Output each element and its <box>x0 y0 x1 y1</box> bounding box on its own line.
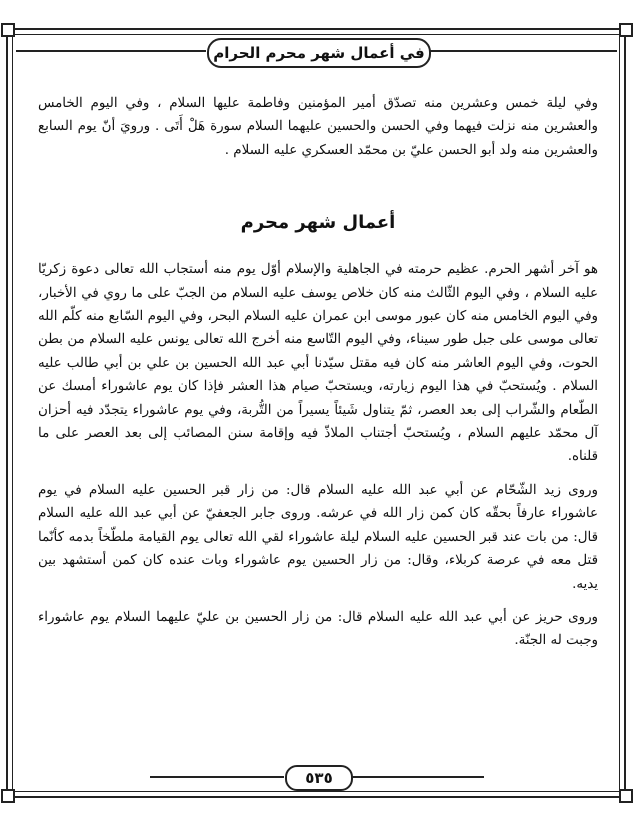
page-number-value: ٥٣٥ <box>305 769 333 787</box>
body-paragraph: وروى حريز عن أبي عبد الله عليه السلام قال: من زار الحسين بن عليّ عليهما السلام يوم عاشوراء وجبت له الجنّة. <box>38 609 598 649</box>
running-header-title: في أعمال شهر محرم الحرام <box>213 44 425 62</box>
header-rule <box>429 50 617 52</box>
page-number <box>285 765 353 791</box>
corner-ornament <box>1 23 15 37</box>
corner-ornament <box>1 789 15 803</box>
footer-rule <box>150 776 284 778</box>
header-rule <box>16 50 206 52</box>
corner-ornament <box>619 23 633 37</box>
corner-ornament <box>619 789 633 803</box>
running-header <box>207 38 431 68</box>
footer-rule <box>350 776 484 778</box>
body-paragraph: وروى زيد الشّحّام عن أبي عبد الله عليه السلام قال: من زار قبر الحسين عليه السلام في يوم عاشوراء عارفاً بحقّه كان كمن زار الله في عرشه. وروى جابر الجعفيّ عن أبي عبد الله عليه السلام قال: من بات عند قبر الحسين عليه السلام ليلة عاشوراء لقي الله تعالى يوم القيامة ملطّخاً بدمه كأنّما قتل معه في عرصة كربلاء، وقال: من زار الحسين يوم عاشوراء وبات عنده كان كمن أستشهد بين يديه. <box>38 482 598 592</box>
section-title: أعمال شهر محرم <box>240 212 396 234</box>
intro-paragraph: وفي ليلة خمس وعشرين منه تصدّق أمير المؤمنين وفاطمة عليها السلام ، وفي اليوم الخامس والعشرين منه نزلت فيهما وفي الحسن والحسين عليهما السلام سورة هَلْ أَتَى . ورويَ أنّ يوم السابع والعشرين منه ولد أبو الحسن عليّ بن محمّد العسكري عليه السلام . <box>38 96 598 158</box>
body-paragraph: هو آخر أشهر الحرم. عظيم حرمته في الجاهلية والإسلام أوّل يوم منه أستجاب الله تعالى دعوة زكريّا عليه السلام ، وفي اليوم الثّالث منه كان خلاص يوسف عليه السلام من الجبّ على ما روي في الأخبار، وفي اليوم الخامس منه كان عبور موسى ابن عمران عليه السلام البحر، وفي اليوم السّابع منه كلّم الله تعالى موسى على جبل طور سيناء، وفي اليوم التّاسع منه أخرج الله تعالى يونس عليه السلام من بطن الحوت، وفي اليوم العاشر منه كان فيه مقتل سيّدنا أبي عبد الله الحسين بن علي بن أبي طالب عليه السلام . ويُستحبّ في هذا اليوم زيارته، ويستحبّ صيام هذا العشر فإذا كان يوم عاشوراء أمسك عن الطّعام والشّراب إلى بعد العصر، ثمّ يتناول شَيئاً يسيراً من التُّربة، وفي يوم عاشوراء يتجدّد فيه أحزان آل محمّد عليهم السلام ، ويُستحبّ أجتناب الملاذّ فيه وإقامة سنن المصائب إلى بعد العصر على ما قلناه. <box>38 262 598 465</box>
page-content <box>38 92 598 653</box>
